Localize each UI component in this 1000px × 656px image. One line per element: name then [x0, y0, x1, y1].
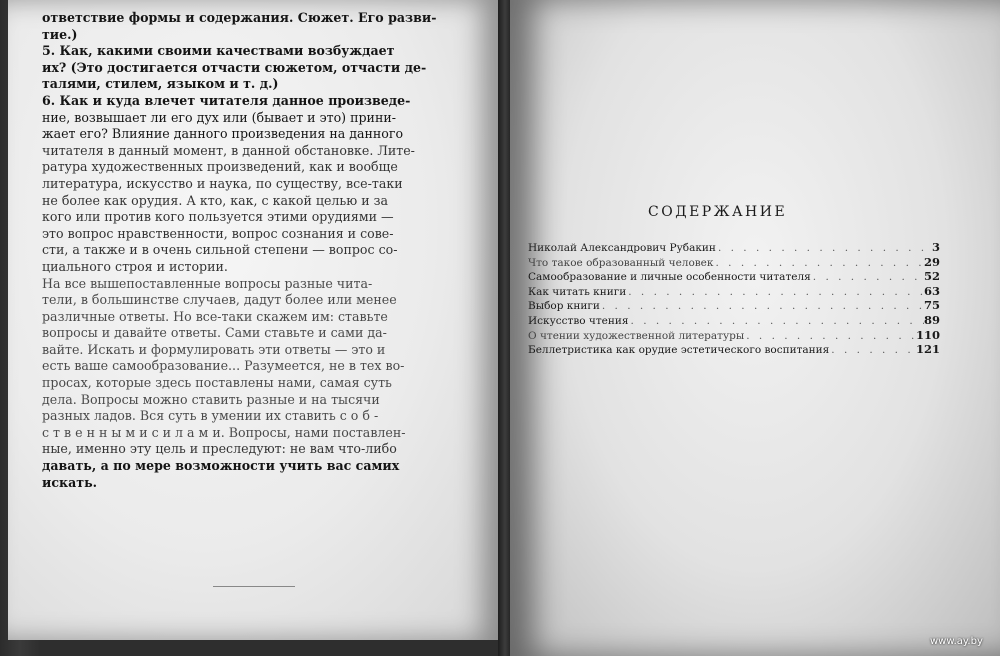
toc-entry-title: Самообразование и личные особенности читателя	[528, 271, 811, 284]
left-page	[8, 0, 500, 640]
text-line: тие.)	[42, 26, 78, 42]
toc-entry-page: 52	[923, 269, 940, 284]
text-line: 6. Как и куда влечет читателя данное произведе-	[42, 92, 411, 108]
toc-entry	[528, 284, 940, 299]
toc-entry-page: 110	[915, 327, 940, 342]
toc-leader-dots	[744, 330, 916, 342]
toc-entry-page: 63	[923, 283, 940, 298]
text-line: вайте. Искать и формулировать эти ответы — это и	[42, 341, 386, 357]
text-line: читателя в данный момент, в данной обстановке. Лите-	[42, 142, 415, 158]
toc-entry	[528, 255, 940, 270]
text-line: просах, которые здесь поставлены нами, самая суть	[42, 375, 392, 391]
toc-entry	[528, 298, 940, 313]
text-line: жает его? Влияние данного произведения на данного	[42, 126, 404, 142]
toc-title: СОДЕРЖАНИЕ	[648, 204, 788, 220]
text-line: ние, возвышает ли его дух или (бывает и это) прини-	[42, 109, 396, 125]
text-line: ответствие формы и содержания. Сюжет. Его разви-	[42, 10, 437, 25]
toc-leader-dots	[811, 271, 924, 283]
toc-entry-title: Николай Александрович Рубакин	[528, 242, 716, 254]
text-line: не более как орудия. А кто, как, с какой целью и за	[42, 192, 388, 208]
toc-leader-dots	[716, 242, 932, 254]
toc-entry-page: 121	[915, 342, 940, 357]
text-line: это вопрос нравственности, вопрос сознания и сове-	[42, 225, 394, 241]
text-line: есть ваше самообразование... Разумеется, не в тех во-	[42, 358, 405, 374]
toc-leader-dots	[600, 300, 924, 312]
text-line: талями, стилем, языком и т. д.)	[42, 76, 279, 92]
toc-entry-page: 3	[931, 240, 940, 254]
toc-leader-dots	[713, 257, 924, 269]
text-line: с т в е н н ы м и с и л а м и. Вопросы, нами поставлен-	[42, 424, 406, 440]
text-line: ратура художественных произведений, как и вообще	[42, 159, 398, 175]
toc-entry-page: 29	[923, 254, 940, 269]
toc-entry-title: Искусство чтения	[528, 314, 629, 327]
toc-entry-title: Беллетристика как орудие эстетического воспитания	[528, 344, 830, 357]
toc-entry-page: 89	[923, 312, 940, 327]
text-line: тели, в большинстве случаев, дадут более или менее	[42, 292, 397, 308]
toc-leader-dots	[626, 286, 924, 298]
text-line: циального строя и истории.	[42, 258, 228, 274]
toc-leader-dots	[629, 315, 924, 327]
section-end-rule	[213, 586, 295, 587]
toc-entry-title: Как читать книги	[528, 285, 627, 298]
text-line: 5. Как, какими своими качествами возбуждает	[42, 43, 395, 59]
toc-entry	[528, 240, 940, 255]
text-line: сти, а также и в очень сильной степени — вопрос со-	[42, 242, 398, 258]
text-line: дела. Вопросы можно ставить разные и на тысячи	[42, 391, 380, 407]
toc-entry	[528, 313, 940, 328]
text-line: литература, искусство и наука, по существу, все-таки	[42, 175, 403, 191]
watermark: www.ay.by	[930, 636, 983, 647]
toc-entry-title: О чтении художественной литературы	[528, 329, 745, 342]
text-line: ные, именно эту цель и преследуют: не вам что-либо	[42, 441, 397, 457]
text-line: кого или против кого пользуется этими орудиями —	[42, 209, 394, 225]
left-page-text	[42, 10, 472, 491]
text-line: их? (Это достигается отчасти сюжетом, отчасти де-	[42, 59, 427, 75]
text-line: вопросы и давайте ответы. Сами ставьте и сами да-	[42, 325, 387, 341]
text-line: различные ответы. Но все-таки скажем им: ставьте	[42, 308, 388, 324]
toc-entry	[528, 269, 940, 284]
toc-entry-page: 75	[923, 298, 940, 313]
toc-leader-dots	[829, 344, 916, 356]
toc-entry	[528, 342, 940, 357]
text-line: искать.	[42, 474, 97, 490]
toc-entry-title: Что такое образованный человек	[528, 256, 714, 269]
text-line: На все вышепоставленные вопросы разные чита-	[42, 275, 373, 291]
text-line: давать, а по мере возможности учить вас самих	[42, 458, 400, 474]
text-line: разных ладов. Вся суть в умении их ставить с о б -	[42, 408, 379, 424]
toc-entry-title: Выбор книги	[528, 300, 600, 313]
table-of-contents	[528, 240, 940, 357]
toc-entry	[528, 328, 940, 343]
